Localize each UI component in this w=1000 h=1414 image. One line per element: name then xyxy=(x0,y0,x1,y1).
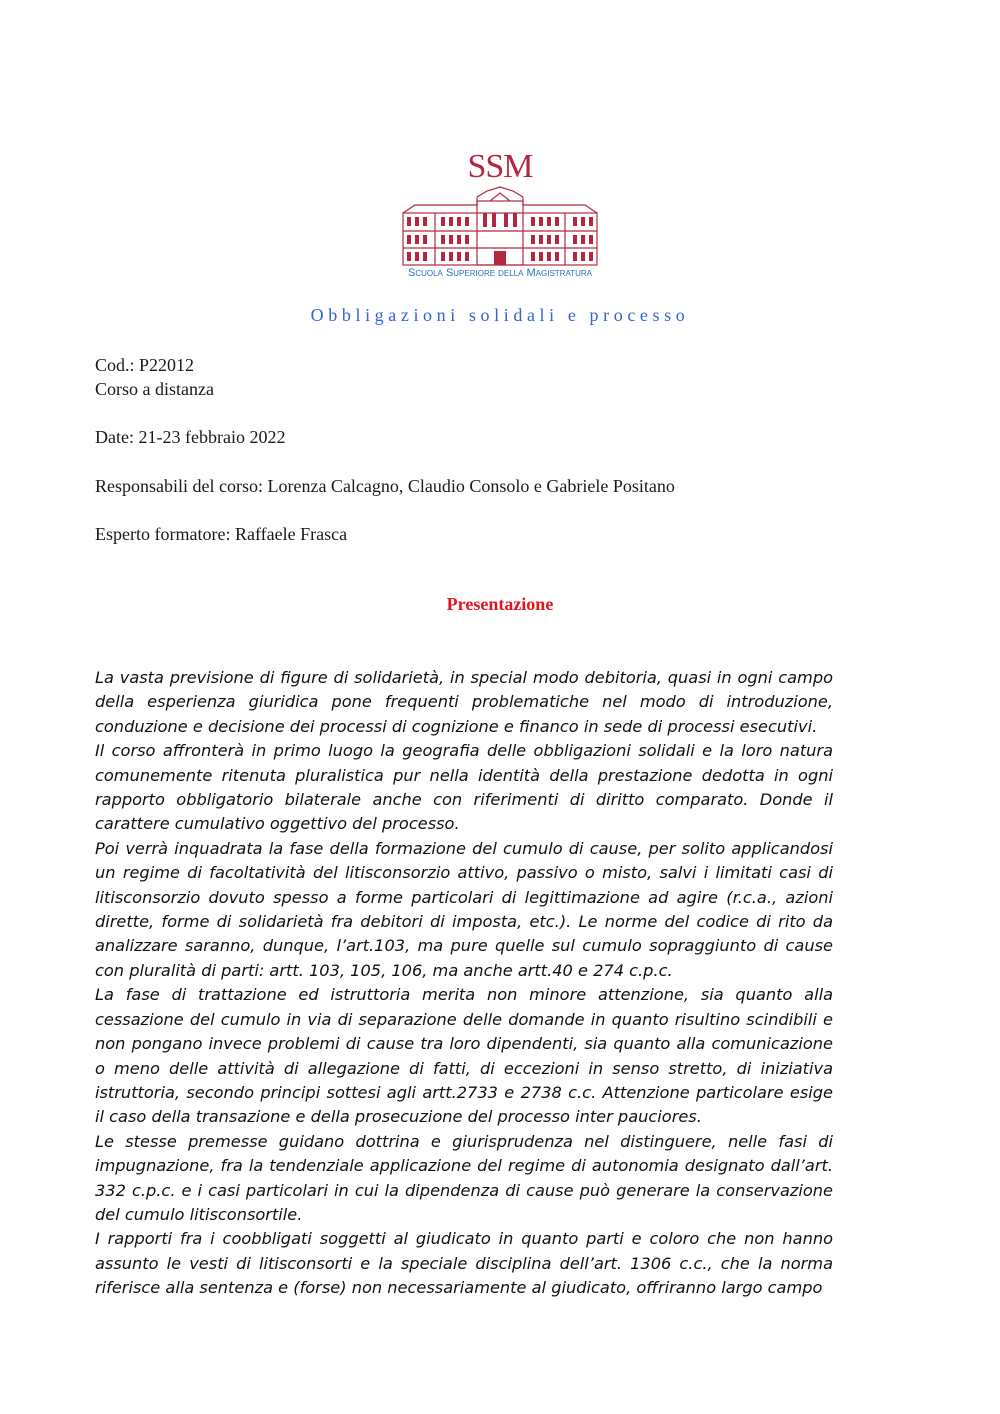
paragraph: Il corso affronterà in primo luogo la geografia delle obbligazioni solidali e la loro natura comunemente ritenuta pluralistica pur nella identità della prestazione dedotta in ogni rapporto obbligatorio bilaterale anche con riferimenti di diritto comparato. Donde il carattere cumulativo oggettivo del processo. xyxy=(95,741,833,834)
paragraph: Le stesse premesse guidano dottrina e giurisprudenza nel distinguere, nelle fasi di impugnazione, fra la tendenziale applicazione del regime di autonomia designato dall’art. 332 c.p.c. e i casi particolari in cui la dipendenza di cause può generare la conservazione del cumulo litisconsortile. xyxy=(95,1131,833,1224)
course-responsabili: Responsabili del corso: Lorenza Calcagno, Claudio Consolo e Gabriele Positano xyxy=(95,476,675,496)
course-esperto: Esperto formatore: Raffaele Frasca xyxy=(95,524,348,544)
course-code: Cod.: P22012 xyxy=(95,355,195,375)
logo-monogram: SSM xyxy=(467,148,533,185)
paragraph: La fase di trattazione ed istruttoria merita non minore attenzione, sia quanto alla cessazione del cumulo in via di separazione delle domande in quanto risultino scindibili e non pongano invece problemi di cause tra loro dipendenti, sia quanto alla comunicazione o meno delle attività di allegazione di fatti, di eccezioni in senso stretto, di iniziativa istruttoria, secondo principi sottesi agli artt.2733 e 2738 c.c. Attenzione particolare esige il caso della transazione e della prosecuzione del processo inter pauciores. xyxy=(95,985,833,1127)
course-mode: Corso a distanza xyxy=(95,379,214,399)
paragraph: Poi verrà inquadrata la fase della formazione del cumulo di cause, per solito applicandosi un regime di facoltatività del litisconsorzio attivo, passivo o misto, salvi i limitati casi di litisconsorzio dovuto spesso a forme particolari di legittimazione ad agire (r.c.a., azioni dirette, forme di solidarietà fra debitori di imposta, etc.). Le norme del codice di rito da analizzare saranno, dunque, l’art.103, ma pure quelle sul cumulo sopraggiunto di cause con pluralità di parti: artt. 103, 105, 106, ma anche artt.40 e 274 c.p.c. xyxy=(95,838,833,980)
paragraph: I rapporti fra i coobbligati soggetti al giudicato in quanto parti e coloro che non hanno assunto le vesti di litisconsorti e la speciale disciplina dell’art. 1306 c.c., che la norma riferisce alla sentenza e (forse) non necessariamente al giudicato, offriranno largo campo xyxy=(95,1229,833,1298)
paragraph: La vasta previsione di figure di solidarietà, in special modo debitoria, quasi in ogni campo della esperienza giuridica pone frequenti problematiche nel modo di introduzione, conduzione e decisione dei processi di cognizione e financo in sede di processi esecutivi. xyxy=(95,668,833,736)
course-title: Obbligazioni solidali e processo xyxy=(310,305,690,325)
ssm-logo xyxy=(395,143,605,281)
presentation-body xyxy=(95,666,833,1301)
section-heading: Presentazione xyxy=(446,594,554,614)
logo-caption: Scuola Superiore della Magistratura xyxy=(407,267,593,279)
course-dates: Date: 21-23 febbraio 2022 xyxy=(95,427,286,447)
